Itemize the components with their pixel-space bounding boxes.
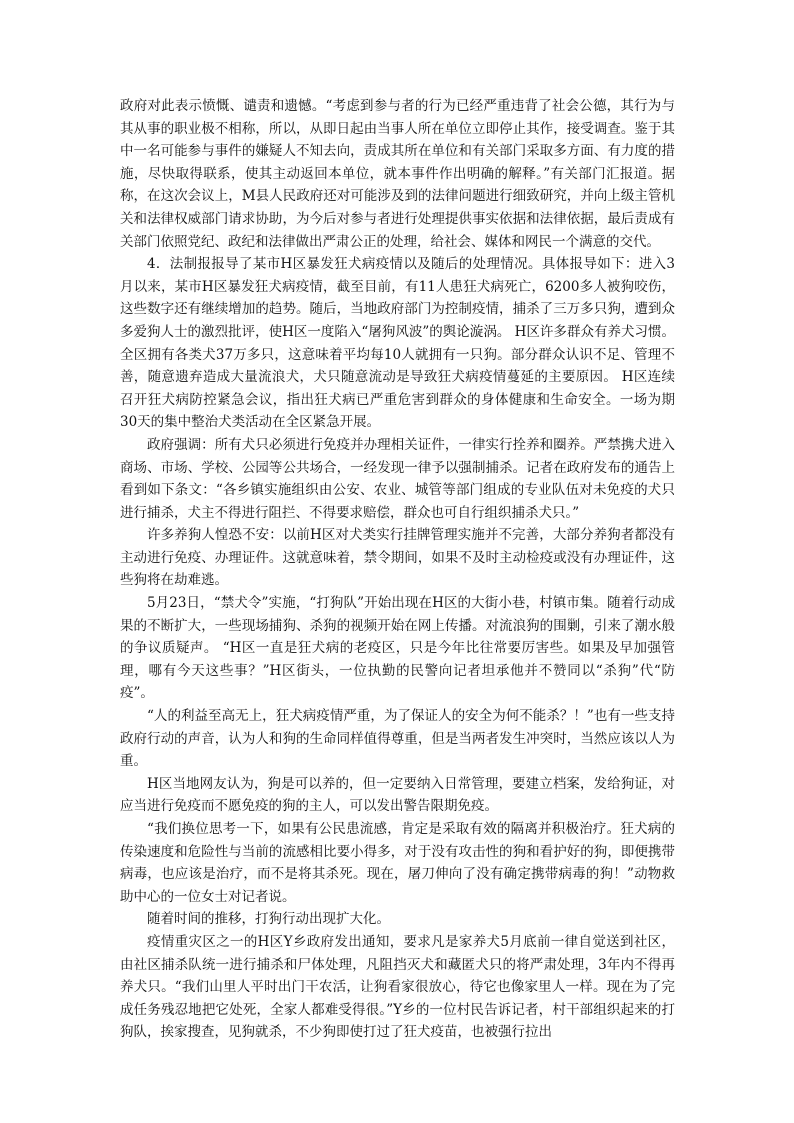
paragraph-ban-implementation: 5月23日，“禁犬令”实施，“打狗队”开始出现在H区的大街小巷，村镇市集。随着行动成果的不断扩大，一些现场捕狗、杀狗的视频开始在网上传播。对流浪狗的围剿，引来了潮水般的争议质疑声。 “H区一直是狂犬病的老疫区，只是今年比往常要厉害些。如果及早加强管理，哪有今天这些事？”H区街头，一位执勤的民警向记者坦承他并不赞同以“杀狗”代“防疫”。 — [120, 595, 675, 702]
paragraph-dog-owners-anxiety: 许多养狗人惶恐不安：以前H区对犬类实行挂牌管理实施并不完善，大部分养狗者都没有主动进行免疫、办理证件。这就意味着，禁令期间，如果不及时主动检疫或没有办理证件，这些狗将在劫难逃。 — [120, 527, 675, 589]
paragraph-rabies-report: 4．法制报报导了某市H区暴发狂犬病疫情以及随后的处理情况。具体报导如下：进入3月以来，某市H区暴发狂犬病疫情，截至目前，有11人患狂犬病死亡，6200多人被狗咬伤，这些数字还有继续增加的趋势。随后，当地政府部门为控制疫情，捕杀了三万多只狗，遭到众多爱狗人士的激烈批评，使H区一度陷入“屠狗风波”的舆论漩涡。 H区许多群众有养犬习惯。全区拥有各类犬37万多只，这意味着平均每10人就拥有一只狗。部分群众认识不足、管理不善，随意遗弃造成大量流浪犬，犬只随意流动是导致狂犬病疫情蔓延的主要原因。 H区连续召开狂犬病防控紧急会议，指出狂犬病已严重危害到群众的身体健康和生命安全。一场为期30天的集中整治犬类活动在全区紧急开展。 — [120, 256, 675, 431]
paragraph-netizen-opinion: H区当地网友认为，狗是可以养的，但一定要纳入日常管理，要建立档案，发给狗证，对应当进行免疫而不愿免疫的狗的主人，可以发出警告限期免疫。 — [120, 775, 675, 815]
paragraph-supporting-voices: “人的利益至高无上，狂犬病疫情严重，为了保证人的安全为何不能杀？！”也有一些支持政府行动的声音，认为人和狗的生命同样值得尊重，但是当两者发生冲突时，当然应该以人为重。 — [120, 708, 675, 770]
paragraph-government-emphasis: 政府强调：所有犬只必须进行免疫并办理相关证件，一律实行拴养和圈养。严禁携犬进入商场、市场、学校、公园等公共场合，一经发现一律予以强制捕杀。记者在政府发布的通告上看到如下条文：“各乡镇实施组织由公安、农业、城管等部门组成的专业队伍对未免疫的犬只进行捕杀，犬主不得进行阻拦、不得要求赔偿，群众也可自行组织捕杀犬只。” — [120, 436, 675, 521]
paragraph-animal-rescue-quote: “我们换位思考一下，如果有公民患流感，肯定是采取有效的隔离并积极治疗。狂犬病的传染速度和危险性与当前的流感相比要小得多，对于没有攻击性的狗和看护好的狗，即便携带病毒，也应该是治疗，而不是将其杀死。现在，屠刀伸向了没有确定携带病毒的狗！”动物救助中心的一位女士对记者说。 — [120, 821, 675, 905]
paragraph-government-response: 政府对此表示愤慨、谴责和遗憾。“考虑到参与者的行为已经严重违背了社会公德，其行为与其从事的职业极不相称，所以，从即日起由当事人所在单位立即停止其作，接受调查。鉴于其中一名可能参与事件的嫌疑人不知去向，责成其所在单位和有关部门采取多方面、有力度的措施，尽快取得联系，使其主动返回本单位，就本事件作出明确的解释。”有关部门汇报道。据称，在这次会议上，M县人民政府还对可能涉及到的法律问题进行细致研究，并向上级主管机关和法律权威部门请求协助，为今后对参与者进行处理提供事实依据和法律依据，最后责成有关部门依照党纪、政纪和法律做出严肃公正的处理，给社会、媒体和网民一个满意的交代。 — [120, 98, 675, 250]
paragraph-y-township-notice: 疫情重灾区之一的H区Y乡政府发出通知，要求凡是家养犬5月底前一律自觉送到社区，由社区捕杀队统一进行捕杀和尸体处理，凡阻挡灭犬和藏匿犬只的将严肃处理，3年内不得再养犬只。“我们山里人平时出门干农活，让狗看家很放心，待它也像家里人一样。现在为了完成任务残忍地把它处死，全家人都难受得很。”Y乡的一位村民告诉记者，村干部组织起来的打狗队，挨家搜查，见狗就杀，不少狗即使打过了狂犬疫苗，也被强行拉出 — [120, 933, 675, 1041]
document-page — [120, 95, 675, 1044]
paragraph-escalation: 随着时间的推移，打狗行动出现扩大化。 — [147, 911, 390, 928]
